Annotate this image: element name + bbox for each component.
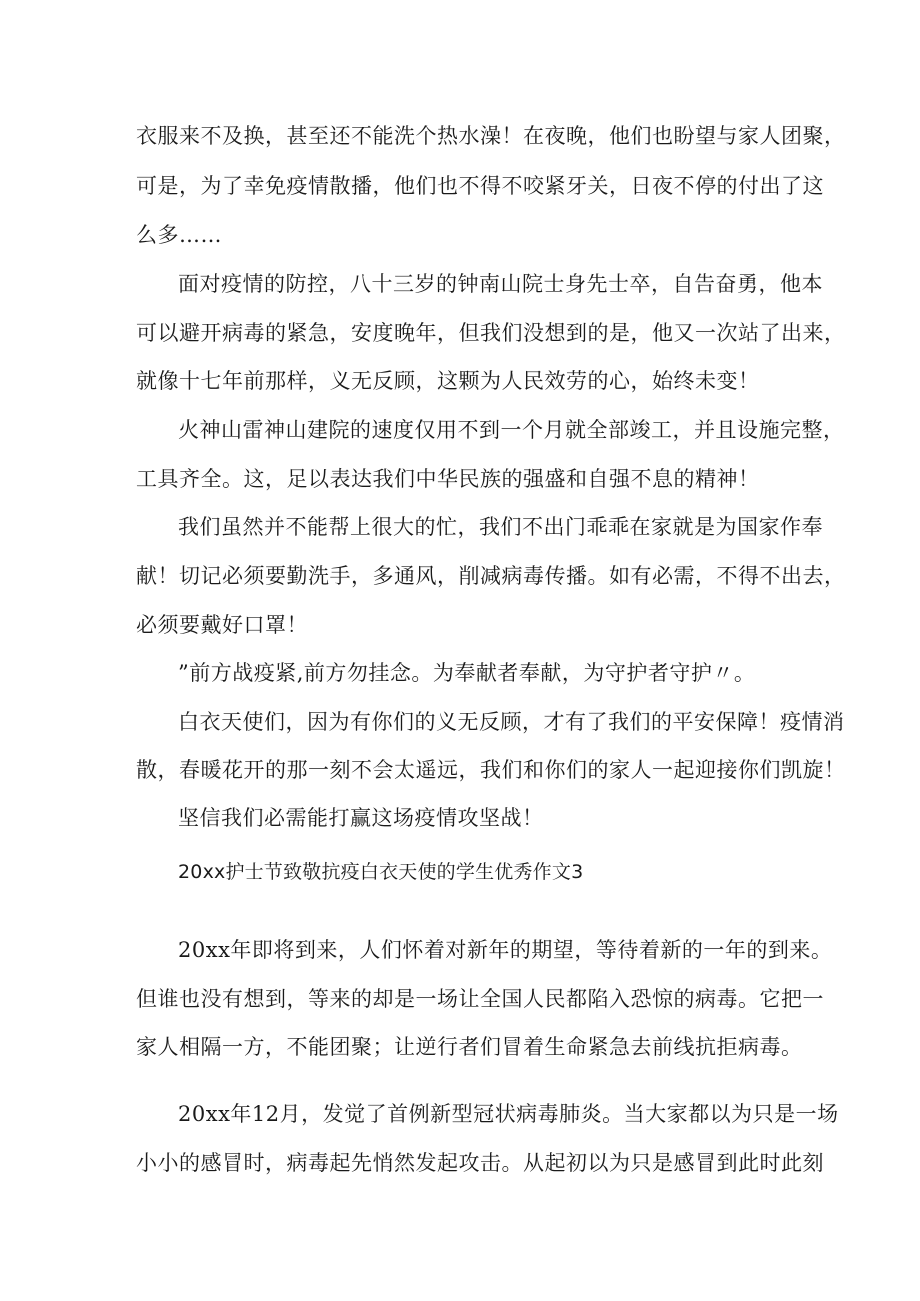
text-line: ”前方战疫紧,前方勿挂念。为奉献者奉献，为守护者守护〃。 [178, 661, 756, 685]
text-line: 可以避开病毒的紧急，安度晚年，但我们没想到的是，他又一次站了出来， [136, 321, 846, 345]
text-line: 面对疫情的防控，八十三岁的钟南山院士身先士卒，自告奋勇，他本 [178, 272, 823, 296]
text-line: 必须要戴好口罩！ [136, 613, 308, 637]
text-line: 20xx年12月，发觉了首例新型冠状病毒肺炎。当大家都以为只是一场 [178, 1102, 839, 1126]
text-line: 可是，为了幸免疫情散播，他们也不得不咬紧牙关，日夜不停的付出了这 [136, 174, 824, 198]
text-line: 但谁也没有想到，等来的却是一场让全国人民都陷入恐惊的病毒。它把一 [136, 987, 824, 1011]
text-line: 么多…… [136, 223, 222, 247]
section-heading: 20xx护士节致敬抗疫白衣天使的学生优秀作文3 [178, 861, 584, 883]
text-line: 小小的感冒时，病毒起先悄然发起攻击。从起初以为只是感冒到此时此刻 [136, 1151, 824, 1175]
text-line: 火神山雷神山建院的速度仅用不到一个月就全部竣工，并且设施完整， [178, 418, 845, 442]
text-line: 白衣天使们，因为有你们的义无反顾，才有了我们的平安保障！疫情消 [178, 710, 845, 734]
text-line: 坚信我们必需能打赢这场疫情攻坚战！ [178, 806, 544, 830]
text-line: 散，春暖花开的那一刻不会太遥远，我们和你们的家人一起迎接你们凯旋！ [136, 758, 846, 782]
text-line: 20xx年即将到来，人们怀着对新年的期望，等待着新的一年的到来。 [178, 938, 833, 962]
text-line: 工具齐全。这，足以表达我们中华民族的强盛和自强不息的精神！ [136, 467, 760, 491]
text-line: 就像十七年前那样，义无反顾，这颗为人民效劳的心，始终未变！ [136, 369, 760, 393]
text-line: 献！切记必须要勤洗手，多通风，削减病毒传播。如有必需，不得不出去， [136, 564, 846, 588]
text-line: 家人相隔一方，不能团聚；让逆行者们冒着生命紧急去前线抗拒病毒。 [136, 1035, 803, 1059]
text-line: 衣服来不及换，甚至还不能洗个热水澡！在夜晚，他们也盼望与家人团聚， [136, 124, 846, 148]
text-line: 我们虽然并不能帮上很大的忙，我们不出门乖乖在家就是为国家作奉 [178, 515, 823, 539]
